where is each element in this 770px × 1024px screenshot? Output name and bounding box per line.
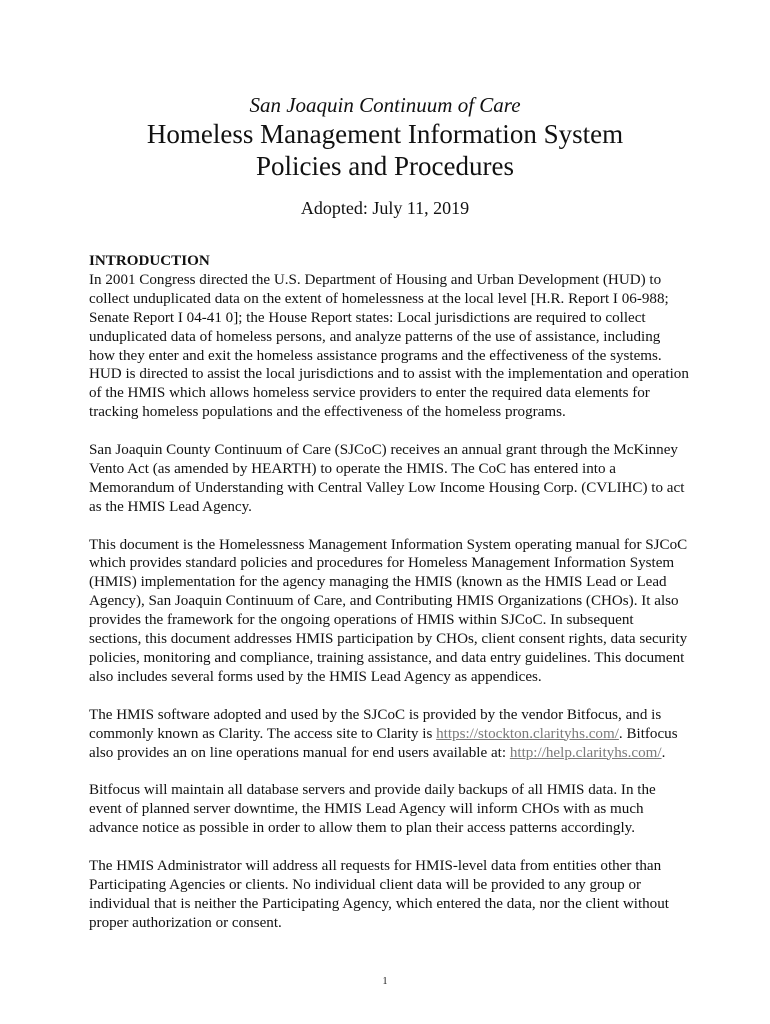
paragraph-5: Bitfocus will maintain all database servers and provide daily backups of all HMIS data. In the event of planned server downtime, the HMIS Lead Agency will inform CHOs with as much advance notice as possible in order to allow them to plan their access patterns accordingly. [89, 782, 656, 837]
title-line-1: Homeless Management Information System [146, 119, 624, 149]
section-heading: INTRODUCTION [89, 253, 210, 269]
title-line-2: Policies and Procedures [256, 151, 514, 181]
help-manual-link[interactable]: http://help.clarityhs.com/ [509, 744, 662, 761]
paragraph-4 [89, 706, 689, 763]
page-number: 1 [382, 976, 388, 987]
paragraph-4-text-b: . Bitfocus also provides an on line operations manual for end users available at: [89, 725, 678, 761]
paragraph-3: This document is the Homelessness Management Information System operating manual for SJCoC which provides standard policies and procedures for Homeless Management Information System (HMIS) implementation for the agency managing the HMIS (known as the HMIS Lead or Lead Agency), San Joaquin Continuum of Care, and Contributing HMIS Organizations (CHOs). It also provides the framework for the ongoing operations of HMIS within SJCoC. In subsequent sections, this document addresses HMIS participation by CHOs, client consent rights, data security policies, monitoring and compliance, training assistance, and data entry guidelines. This document also includes several forms used by the HMIS Lead Agency as appendices. [89, 536, 688, 685]
organization-name: San Joaquin Continuum of Care [249, 93, 521, 117]
introduction-section [89, 252, 689, 951]
paragraph-6: The HMIS Administrator will address all requests for HMIS-level data from entities other than Participating Agencies or clients. No individual client data will be provided to any group or individual that is neither the Participating Agency, which entered the data, nor the client without proper authorization or consent. [89, 857, 669, 931]
paragraph-4-text-a: The HMIS software adopted and used by the SJCoC is provided by the vendor Bitfocus, and is commonly known as Clarity. The access site to Clarity is [89, 706, 662, 742]
paragraph-4-text-c: . [661, 744, 666, 761]
paragraph-1: In 2001 Congress directed the U.S. Department of Housing and Urban Development (HUD) to collect unduplicated data on the extent of homelessness at the local level [H.R. Report I 06-988; Senate Report I 04-41 0]; the House Report states: Local jurisdictions are required to collect unduplicated data of homeless persons, and analyze patterns of the use of assistance, including how they enter and exit the homeless assistance programs and the effectiveness of the systems. HUD is directed to assist the local jurisdictions and to assist with the implementation and operation of the HMIS which allows homeless service providers to enter the required data elements for tracking homeless populations and the effectiveness of the homeless programs. [89, 271, 689, 421]
paragraph-2: San Joaquin County Continuum of Care (SJCoC) receives an annual grant through the McKinney Vento Act (as amended by HEARTH) to operate the HMIS. The CoC has entered into a Memorandum of Understanding with Central Valley Low Income Housing Corp. (CVLIHC) to act as the HMIS Lead Agency. [89, 442, 685, 515]
document-title [0, 118, 770, 182]
adopted-date: Adopted: July 11, 2019 [300, 198, 470, 218]
clarity-site-link[interactable]: https://stockton.clarityhs.com/ [436, 725, 619, 742]
